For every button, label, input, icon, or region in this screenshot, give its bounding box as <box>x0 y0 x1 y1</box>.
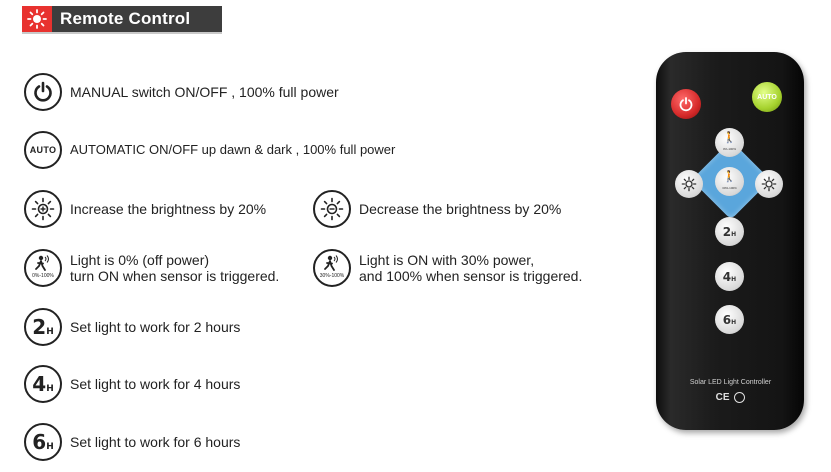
remote-control-image <box>648 52 813 437</box>
motion-sensor-icon: 🚶 <box>722 170 737 183</box>
legend-text-sensor-off <box>70 252 279 284</box>
hour-unit: H <box>46 327 54 337</box>
legend-item-sensor-30 <box>313 249 582 287</box>
hour-number: 4 <box>722 269 732 284</box>
timer-6h-icon <box>24 423 62 461</box>
hour-number: 2 <box>32 315 47 339</box>
remote-2h-button <box>715 217 744 246</box>
brightness-up-icon <box>681 176 697 192</box>
remote-4h-button <box>715 262 744 291</box>
legend-text-power: MANUAL switch ON/OFF , 100% full power <box>70 84 339 100</box>
legend-item-auto <box>24 131 395 169</box>
hour-unit: H <box>46 384 54 394</box>
remote-sensor-label: 0%-100% <box>722 146 736 151</box>
legend-text-line: Light is 0% (off power) <box>70 252 210 268</box>
brightness-down-icon <box>313 190 351 228</box>
remote-auto-label: AUTO <box>757 93 777 101</box>
motion-sensor-icon <box>313 249 351 287</box>
legend-text-line: Light is ON with 30% power, <box>359 252 535 268</box>
hour-number: 4 <box>32 372 47 396</box>
remote-increase-button <box>675 170 703 198</box>
remote-auto-button <box>752 82 782 112</box>
section-header <box>22 6 222 34</box>
sensor-range-label: 0%-100% <box>32 273 54 279</box>
timer-2h-icon <box>24 308 62 346</box>
legend-item-decrease <box>313 190 561 228</box>
remote-power-button <box>671 89 701 119</box>
remote-sensor-button <box>715 128 744 157</box>
remote-caption: Solar LED Light Controller <box>689 379 772 386</box>
legend-text-decrease: Decrease the brightness by 20% <box>359 201 562 217</box>
brightness-up-icon <box>24 190 62 228</box>
legend-item-4h <box>24 365 240 403</box>
hour-number: 6 <box>32 430 47 454</box>
page-title: Remote Control <box>60 9 191 28</box>
legend-text-6h: Set light to work for 6 hours <box>70 434 241 450</box>
motion-sensor-icon <box>24 249 62 287</box>
legend-item-power <box>24 73 339 111</box>
legend-text-increase: Increase the brightness by 20% <box>70 201 267 217</box>
ce-mark: CE <box>715 392 730 404</box>
motion-sensor-icon: 🚶 <box>722 131 737 144</box>
legend-text-line: and 100% when sensor is triggered. <box>359 268 583 284</box>
auto-icon-label: AUTO <box>29 145 57 155</box>
recycle-icon <box>734 392 745 403</box>
brightness-down-icon <box>761 176 777 192</box>
legend-text-sensor-30 <box>359 252 582 284</box>
hour-unit: H <box>731 230 737 238</box>
legend-text-auto: AUTOMATIC ON/OFF up dawn & dark , 100% full power <box>70 142 396 157</box>
hour-unit: H <box>46 442 54 452</box>
legend-text-2h: Set light to work for 2 hours <box>70 319 241 335</box>
sensor-range-label: 30%-100% <box>319 273 345 279</box>
hour-number: 6 <box>722 312 732 327</box>
remote-decrease-button <box>755 170 783 198</box>
remote-certification-marks <box>648 392 813 403</box>
timer-4h-icon <box>24 365 62 403</box>
remote-sensor-label: 30%-100% <box>722 185 737 190</box>
auto-icon <box>24 131 62 169</box>
legend-text-line: turn ON when sensor is triggered. <box>70 268 280 284</box>
power-icon <box>24 73 62 111</box>
legend-text-4h: Set light to work for 4 hours <box>70 376 241 392</box>
hour-unit: H <box>731 275 737 283</box>
remote-sensor-30-button <box>715 167 744 196</box>
legend-item-6h <box>24 423 240 461</box>
legend-item-2h <box>24 308 240 346</box>
remote-6h-button <box>715 305 744 334</box>
sun-icon <box>22 6 52 32</box>
legend-item-sensor-off <box>24 249 279 287</box>
hour-number: 2 <box>722 224 732 239</box>
hour-unit: H <box>731 318 737 326</box>
legend-item-increase <box>24 190 266 228</box>
